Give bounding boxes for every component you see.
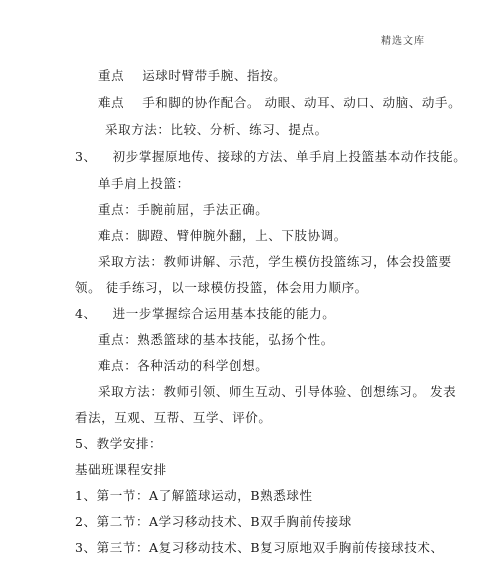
text-line: 领。 徒手练习，以一球模仿投篮，体会用力顺序。 [75, 280, 368, 295]
item-number: 3、 [75, 149, 97, 164]
line-text: 手和脚的协作配合。 动眼、动耳、动口、动脑、动手。 [142, 95, 462, 110]
line-label: 重点 [98, 68, 125, 83]
text-line-item-3 [75, 147, 466, 165]
section-heading: 5、教学安排： [75, 436, 163, 451]
line-text: 初步掌握原地传、接球的方法、单手肩上投篮基本动作技能。 [112, 149, 467, 164]
text-line: 采取方法：教师引领、师生互动、引导体验、创想练习。 发表 [98, 384, 457, 399]
text-line-key-point [98, 66, 286, 84]
line-text: 运球时臂带手腕、指按。 [142, 68, 287, 83]
text-line: 重点：熟悉篮球的基本技能，弘扬个性。 [98, 332, 334, 347]
text-line-method: 采取方法：比较、分析、练习、提点。 [105, 122, 328, 137]
text-line: 难点：脚蹬、臂伸腕外翻，上、下肢协调。 [98, 228, 347, 243]
text-line-item-4 [75, 304, 335, 322]
section-subheading: 基础班课程安排 [75, 462, 167, 477]
text-line: 重点：手腕前屈，手法正确。 [98, 202, 269, 217]
schedule-item: 3、第三节：A复习移动技术、B复习原地双手胸前传接球技术、 [75, 540, 444, 555]
text-line: 采取方法：教师讲解、示范，学生模仿投篮练习，体会投篮要 [98, 254, 452, 269]
line-text: 进一步掌握综合运用基本技能的能力。 [112, 306, 336, 321]
text-line: 难点：各种活动的科学创想。 [98, 358, 269, 373]
item-number: 4、 [75, 306, 97, 321]
schedule-item: 2、第二节：A学习移动技术、B双手胸前传接球 [75, 514, 352, 529]
schedule-item: 1、第一节：A了解篮球运动，B熟悉球性 [75, 488, 313, 503]
page-header: 精选文库 [381, 36, 425, 47]
text-line: 看法，互观、互帮、互学、评价。 [75, 410, 272, 425]
text-line-subheading: 单手肩上投篮： [98, 176, 190, 191]
line-label: 难点 [98, 95, 125, 110]
text-line-difficulty [98, 93, 461, 111]
